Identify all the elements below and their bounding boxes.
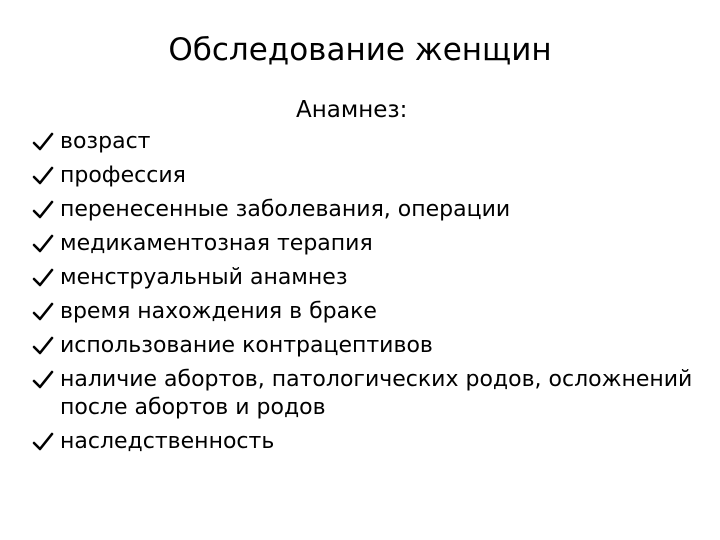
check-icon	[32, 370, 54, 390]
list-item-text: время нахождения в браке	[60, 299, 377, 324]
list-item-text: наличие абортов, патологических родов, осложнений после абортов и родов	[60, 367, 693, 420]
list-item-text: перенесенные заболевания, операции	[60, 197, 511, 222]
list-item-text: использование контрацептивов	[60, 333, 433, 358]
check-icon	[32, 234, 54, 254]
list-item	[32, 230, 702, 258]
list-item	[32, 196, 702, 224]
list-item-text: профессия	[60, 163, 186, 188]
list-item-text: наследственность	[60, 429, 275, 454]
list-item	[32, 264, 702, 292]
list-item	[32, 128, 702, 156]
check-icon	[32, 336, 54, 356]
check-icon	[32, 132, 54, 152]
section-heading: Анамнез:	[296, 97, 408, 123]
list-item	[32, 162, 702, 190]
list-item-text: медикаментозная терапия	[60, 231, 373, 256]
slide-title: Обследование женщин	[168, 32, 552, 68]
list-item	[32, 298, 702, 326]
check-icon	[32, 268, 54, 288]
list-item-text: возраст	[60, 129, 151, 154]
list-item	[32, 428, 702, 456]
list-item	[32, 366, 702, 422]
check-icon	[32, 200, 54, 220]
check-icon	[32, 302, 54, 322]
check-icon	[32, 166, 54, 186]
check-icon	[32, 432, 54, 452]
list-item	[32, 332, 702, 360]
list-item-text: менструальный анамнез	[60, 265, 348, 290]
bullet-list	[32, 128, 702, 462]
